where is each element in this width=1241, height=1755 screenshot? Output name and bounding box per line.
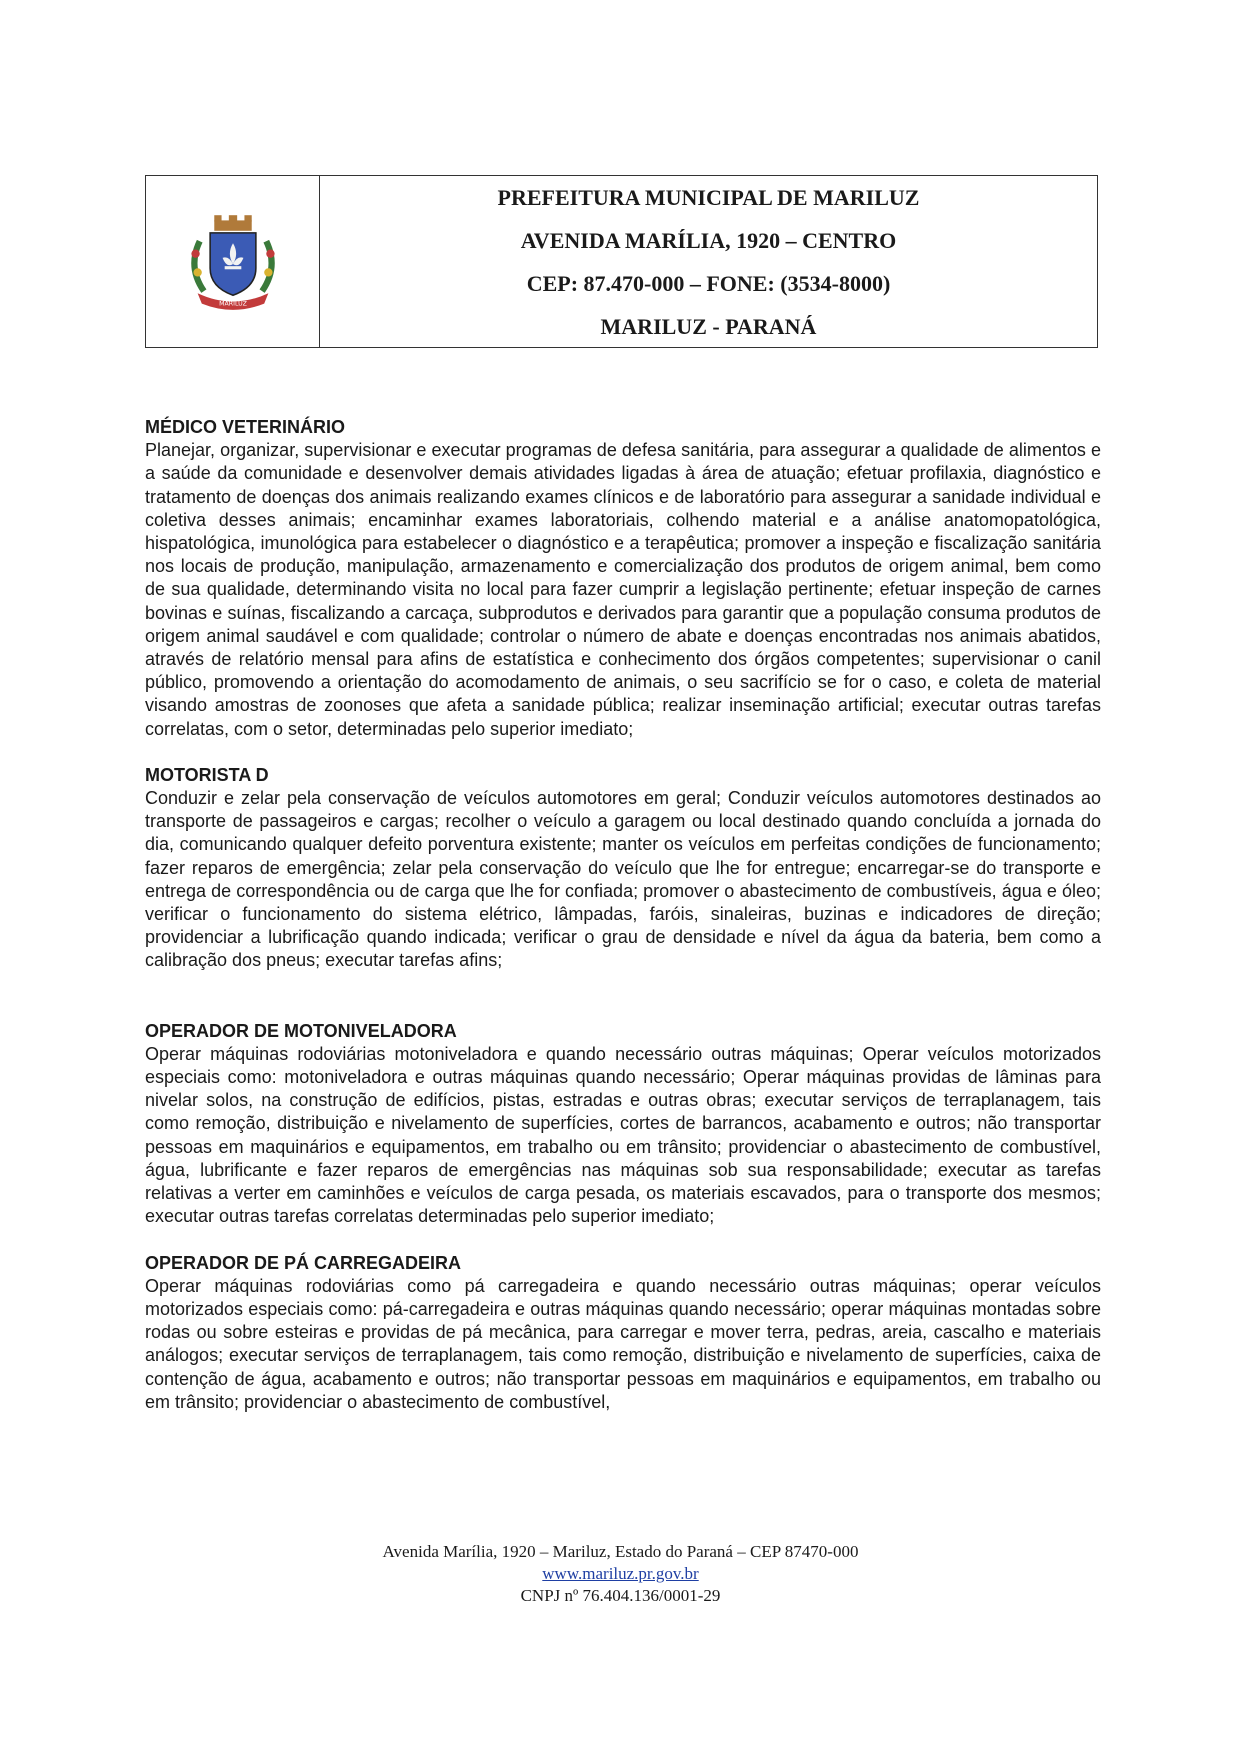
section-operador-motoniveladora xyxy=(145,1020,1101,1229)
header-line-2: AVENIDA MARÍLIA, 1920 – CENTRO xyxy=(520,227,897,253)
section-operador-pa-carregadeira xyxy=(145,1252,1101,1414)
logo-ribbon-text: MARILUZ xyxy=(218,300,247,308)
section-title: OPERADOR DE PÁ CARREGADEIRA xyxy=(145,1252,462,1273)
logo-cell xyxy=(146,176,320,347)
footer-cnpj: CNPJ nº 76.404.136/0001-29 xyxy=(520,1586,721,1605)
section-medico-veterinario xyxy=(145,416,1101,741)
footer-address: Avenida Marília, 1920 – Mariluz, Estado do Paraná – CEP 87470-000 xyxy=(382,1542,859,1561)
section-body: Conduzir e zelar pela conservação de veículos automotores em geral; Conduzir veículos automotores destinados ao transporte de passageiros e cargas; recolher o veículo a garagem ou local destinado quando concluída a jornada do dia, comunicando qualquer defeito porventura existente; manter os veículos em perfeitas condições de funcionamento; fazer reparos de emergência; zelar pela conservação do veículo que lhe for entregue; encarregar-se do transporte e entrega de correspondência ou de carga que lhe for confiada; promover o abastecimento de combustíveis, água e óleo; verificar o funcionamento do sistema elétrico, lâmpadas, faróis, sinaleiras, buzinas e indicadores de direção; providenciar a lubrificação quando indicada; verificar o grau de densidade e nível da água da bateria, bem como a calibração dos pneus; executar tarefas afins; xyxy=(145,788,1101,971)
header-line-3: CEP: 87.470-000 – FONE: (3534-8000) xyxy=(526,270,891,296)
header-line-4: MARILUZ - PARANÁ xyxy=(600,313,817,339)
section-title: MÉDICO VETERINÁRIO xyxy=(145,417,346,437)
footer-website-link[interactable]: www.mariluz.pr.gov.br xyxy=(542,1564,699,1583)
header-line-1: PREFEITURA MUNICIPAL DE MARILUZ xyxy=(497,184,920,210)
section-title: MOTORISTA D xyxy=(145,764,269,785)
municipal-coat-of-arms-icon xyxy=(181,210,285,314)
section-title: OPERADOR DE MOTONIVELADORA xyxy=(145,1020,457,1041)
document-body xyxy=(145,416,1101,1437)
section-body: Operar máquinas rodoviárias como pá carregadeira e quando necessário outras máquinas; operar veículos motorizados especiais como: pá-carregadeira e outras máquinas quando necessário; operar máquinas montadas sobre rodas ou sobre esteiras e providas de pá mecânica, para carregar e mover terra, pedras, areia, cascalho e materiais análogos; executar serviços de terraplanagem, tais como remoção, distribuição e nivelamento de superfícies, caixa de contenção de água, acabamento e outros; não transportar pessoas em maquinários e equipamentos, em trabalho ou em trânsito; providenciar o abastecimento de combustível, xyxy=(145,1275,1101,1412)
page-footer xyxy=(0,1541,1241,1607)
letterhead-text xyxy=(320,176,1097,347)
section-motorista-d xyxy=(145,764,1101,973)
section-body: Planejar, organizar, supervisionar e executar programas de defesa sanitária, para assegurar a qualidade de alimentos e a saúde da comunidade e desenvolver demais atividades ligadas à área de atuação; efetuar profilaxia, diagnóstico e tratamento de doenças dos animais realizando exames clínicos e de laboratório para assegurar a sanidade individual e coletiva desses animais; encaminhar exames laboratoriais, colhendo material e a análise anatomopatológica, hispatológica, imunológica para estabelecer o diagnóstico e a terapêutica; promover a inspeção e fiscalização sanitária nos locais de produção, manipulação, armazenamento e comercialização dos produtos de origem animal, bem como de sua qualidade, determinando visita no local para fazer cumprir a legislação pertinente; efetuar inspeção de carnes bovinas e suínas, fiscalizando a carcaça, subprodutos e derivados para garantir que a população consuma produtos de origem animal saudável e com qualidade; controlar o número de abate e doenças encontradas nos animais abatidos, através de relatório mensal para afins de estatística e conhecimento dos órgãos competentes; supervisionar o canil público, promovendo a orientação do acomodamento de animais, o seu sacrifício se for o caso, e coleta de material visando amostras de zoonoses que afeta a sanidade pública; realizar inseminação artificial; executar outras tarefas correlatas, com o setor, determinadas pelo superior imediato; xyxy=(145,440,1101,739)
section-body: Operar máquinas rodoviárias motoniveladora e quando necessário outras máquinas; Operar veículos motorizados especiais como: motoniveladora e outras máquinas quando necessário; Operar máquinas providas de lâminas para nivelar solos, na construção de edifícios, pistas, estradas e outras obras; executar serviços de terraplanagem, tais como remoção, distribuição e nivelamento de superfícies, cortes de barrancos, acabamento e outros; não transportar pessoas em maquinários e equipamentos, em trabalho ou em trânsito; providenciar o abastecimento de combustível, água, lubrificante e fazer reparos de emergências nas máquinas sob sua responsabilidade; executar as tarefas relativas a verter em caminhões e veículos de carga pesada, os materiais escavados, para o transporte dos mesmos; executar outras tarefas correlatas determinadas pelo superior imediato; xyxy=(145,1043,1101,1227)
letterhead xyxy=(145,175,1098,348)
